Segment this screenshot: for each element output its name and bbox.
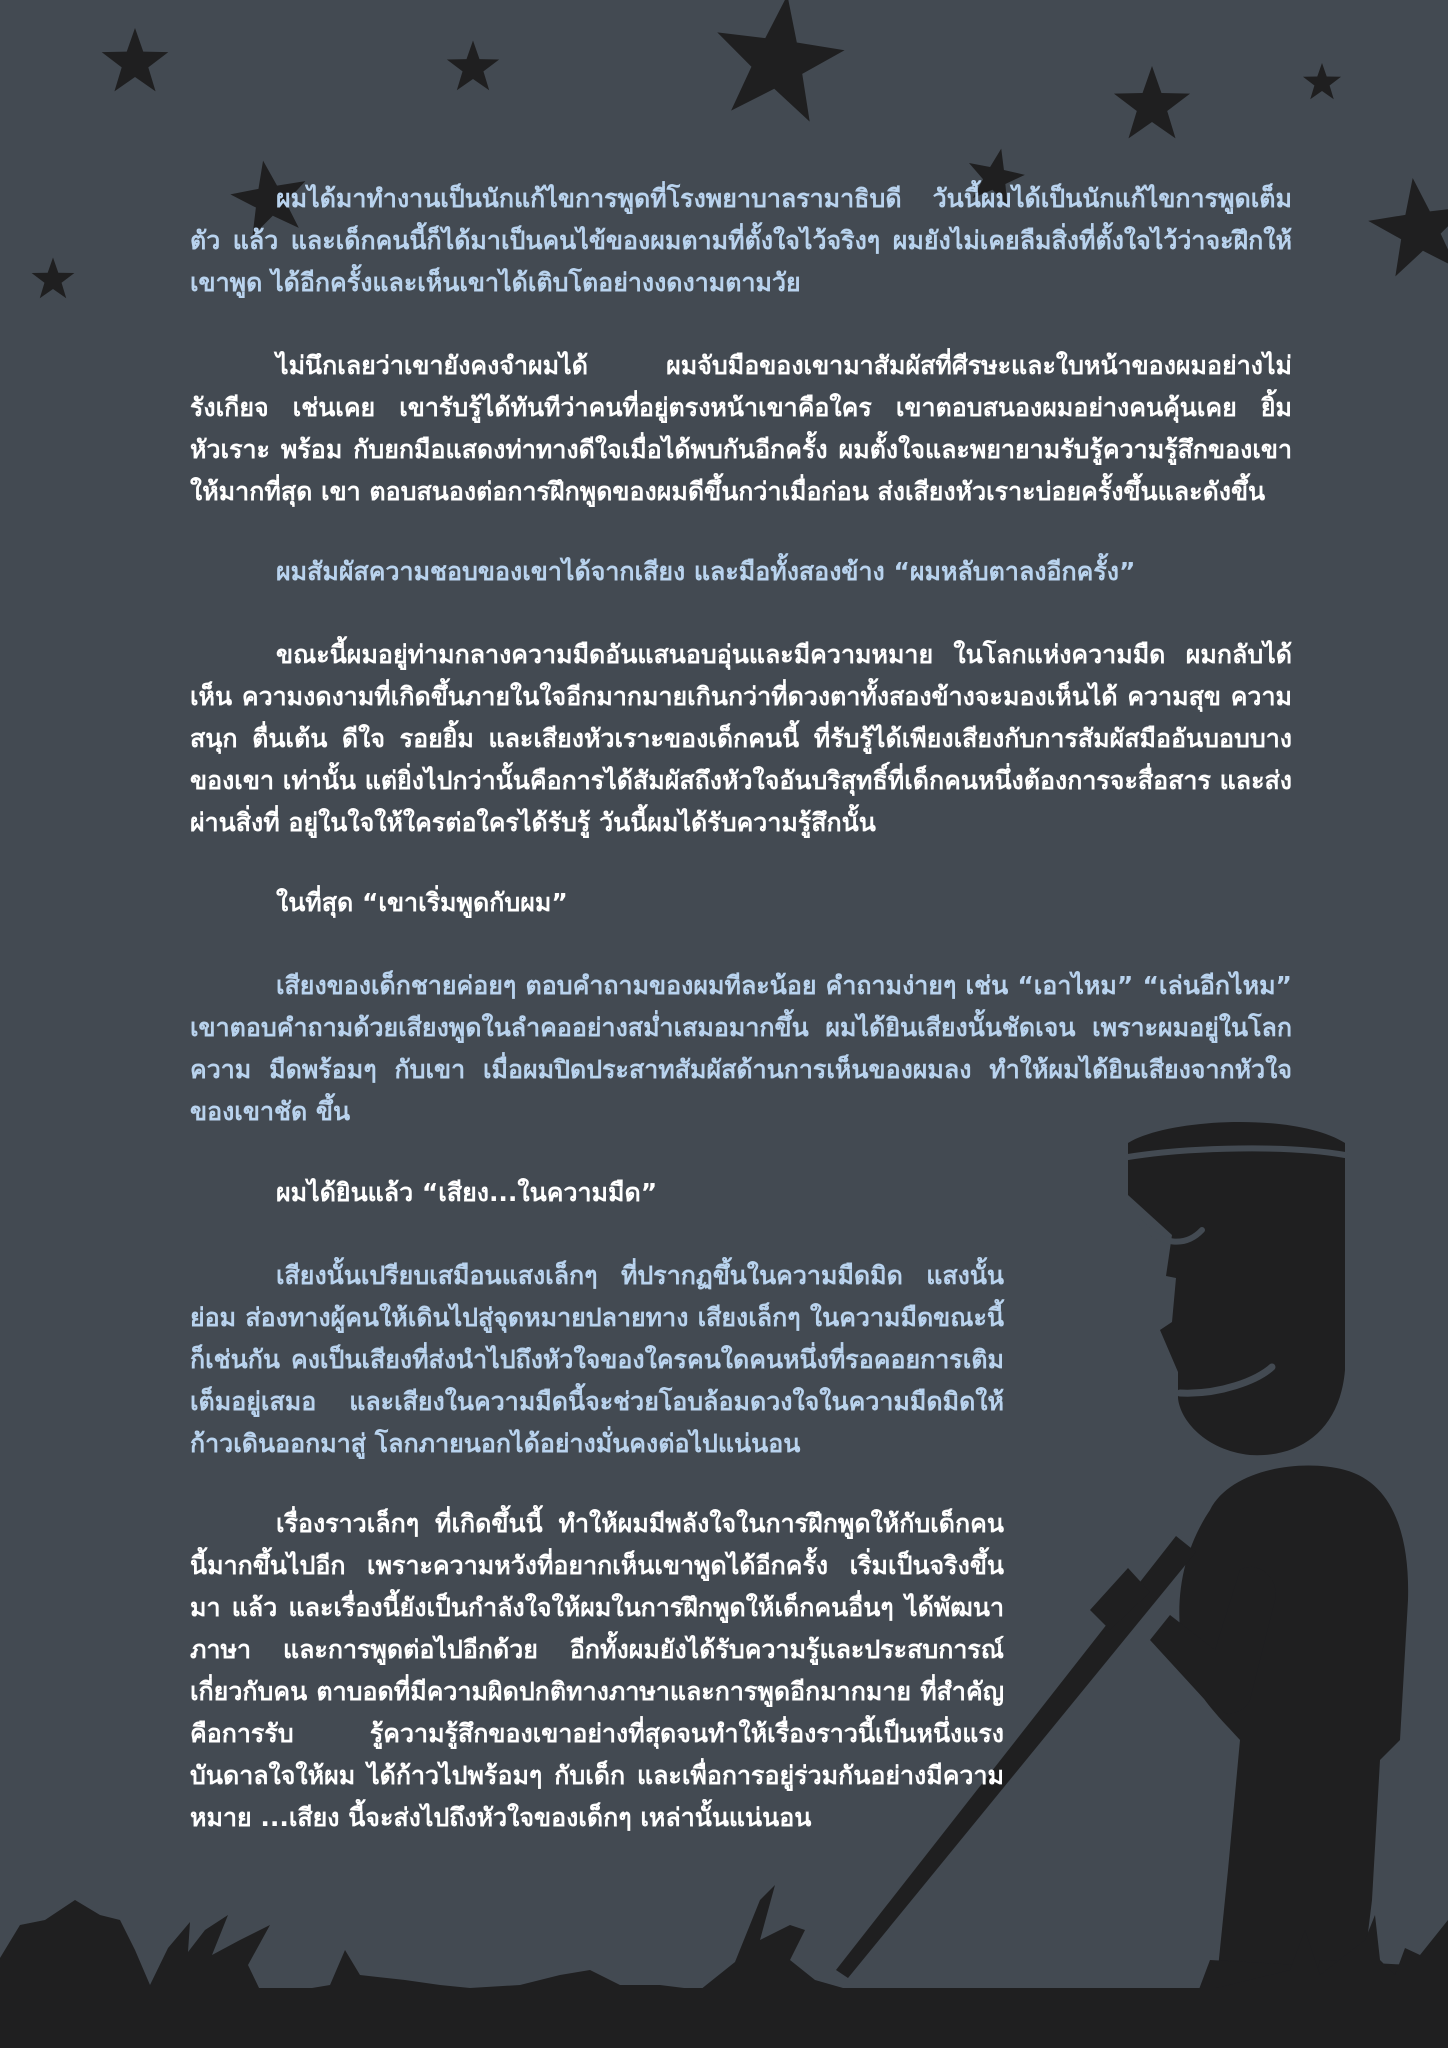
- paragraph-1: ผมได้มาทำงานเป็นนักแก้ไขการพูดที่โรงพยาบาลรามาธิบดี วันนี้ผมได้เป็นนักแก้ไขการพูดเต็มตัว แล้ว และเด็กคนนี้ก็ได้มาเป็นคนไข้ของผมตามที่ตั้งใจไว้จริงๆ ผมยังไม่เคยลืมสิ่งที่ตั้งใจไว้ว่าจะฝึกให้เขาพูด ได้อีกครั้งและเห็นเขาได้เติบโตอย่างงดงามตามวัย: [190, 184, 1292, 297]
- star-icon: [1363, 171, 1448, 279]
- paragraph-3: ผมสัมผัสความชอบของเขาได้จากเสียง และมือทั้งสองข้าง “ผมหลับตาลงอีกครั้ง”: [276, 557, 1136, 586]
- paragraph-9: เรื่องราวเล็กๆ ที่เกิดขึ้นนี้ ทำให้ผมมีพลังใจในการฝึกพูดให้กับเด็กคน นี้มากขึ้นไปอีก เพราะความหวังที่อยากเห็นเขาพูดได้อีกครั้ง เริ่มเป็นจริงขึ้นมา แล้ว และเรื่องนี้ยังเป็นกำลังใจให้ผมในการฝึกพูดให้เด็กคนอื่นๆ ได้พัฒนาภาษา และการพูดต่อไปอีกด้วย อีกทั้งผมยังได้รับความรู้และประสบการณ์เกี่ยวกับคน ตาบอดที่มีความผิดปกติทางภาษาและการพูดอีกมากมาย ที่สำคัญคือการรับ รู้ความรู้สึกของเขาอย่างที่สุดจนทำให้เรื่องราวนี้เป็นหนึ่งแรงบันดาลใจให้ผม ได้ก้าวไปพร้อมๆ กับเด็ก และเพื่อการอยู่ร่วมกันอย่างมีความหมาย ...เสียง นี้จะส่งไปถึงหัวใจของเด็กๆ เหล่านั้นแน่นอน: [190, 1509, 1004, 1832]
- paragraph-2: ไม่นึกเลยว่าเขายังคงจำผมได้ ผมจับมือของเขามาสัมผัสที่ศีรษะและใบหน้าของผมอย่างไม่รังเกียจ เช่นเคย เขารับรู้ได้ทันทีว่าคนที่อยู่ตรงหน้าเขาคือใคร เขาตอบสนองผมอย่างคนคุ้นเคย ยิ้ม หัวเราะ พร้อม กับยกมือแสดงท่าทางดีใจเมื่อได้พบกันอีกครั้ง ผมตั้งใจและพยายามรับรู้ความรู้สึกของเขาให้มากที่สุด เขา ตอบสนองต่อการฝึกพูดของผมดีขึ้นกว่าเมื่อก่อน ส่งเสียงหัวเราะบ่อยครั้งขึ้นและดังขึ้น: [190, 351, 1292, 506]
- paragraph-4: ขณะนี้ผมอยู่ท่ามกลางความมืดอันแสนอบอุ่นและมีความหมาย ในโลกแห่งความมืด ผมกลับได้เห็น ความงดงามที่เกิดขึ้นภายในใจอีกมากมายเกินกว่าที่ดวงตาทั้งสองข้างจะมองเห็นได้ ความสุข ความสนุก ตื่นเต้น ดีใจ รอยยิ้ม และเสียงหัวเราะของเด็กคนนี้ ที่รับรู้ได้เพียงเสียงกับการสัมผัสมืออันบอบบางของเขา เท่านั้น แต่ยิ่งไปกว่านั้นคือการได้สัมผัสถึงหัวใจอันบริสุทธิ์ที่เด็กคนหนึ่งต้องการจะสื่อสาร และส่งผ่านสิ่งที่ อยู่ในใจให้ใครต่อใครได้รับรู้ วันนี้ผมได้รับความรู้สึกนั้น: [190, 640, 1292, 837]
- star-icon: [707, 0, 851, 125]
- paragraph-7: ผมได้ยินแล้ว “เสียง...ในความมืด”: [276, 1178, 658, 1207]
- star-icon: [102, 28, 169, 91]
- paragraph-5: ในที่สุด “เขาเริ่มพูดกับผม”: [276, 888, 568, 917]
- star-icon: [447, 41, 499, 91]
- star-icon: [32, 258, 75, 299]
- paragraph-8: เสียงนั้นเปรียบเสมือนแสงเล็กๆ ที่ปรากฏขึ้นในความมืดมิด แสงนั้นย่อม ส่องทางผู้คนให้เดินไปสู่จุดหมายปลายทาง เสียงเล็กๆ ในความมืดขณะนี้ก็เช่นกัน คงเป็นเสียงที่ส่งนำไปถึงหัวใจของใครคนใดคนหนึ่งที่รอคอยการเติมเต็มอยู่เสมอ และเสียงในความมืดนี้จะช่วยโอบล้อมดวงใจในความมืดมิดให้ก้าวเดินออกมาสู่ โลกภายนอกได้อย่างมั่นคงต่อไปแน่นอน: [190, 1261, 1004, 1458]
- star-icon: [1303, 63, 1341, 99]
- star-icon: [1114, 66, 1190, 138]
- paragraph-6: เสียงของเด็กชายค่อยๆ ตอบคำถามของผมทีละน้อย คำถามง่ายๆ เช่น “เอาไหม” “เล่นอีกไหม” เขาตอบคำถามด้วยเสียงพูดในลำคออย่างสม่ำเสมอมากขึ้น ผมได้ยินเสียงนั้นชัดเจน เพราะผมอยู่ในโลกความ มืดพร้อมๆ กับเขา เมื่อผมปิดประสาทสัมผัสด้านการเห็นของผมลง ทำให้ผมได้ยินเสียงจากหัวใจของเขาชัด ขึ้น: [190, 971, 1292, 1126]
